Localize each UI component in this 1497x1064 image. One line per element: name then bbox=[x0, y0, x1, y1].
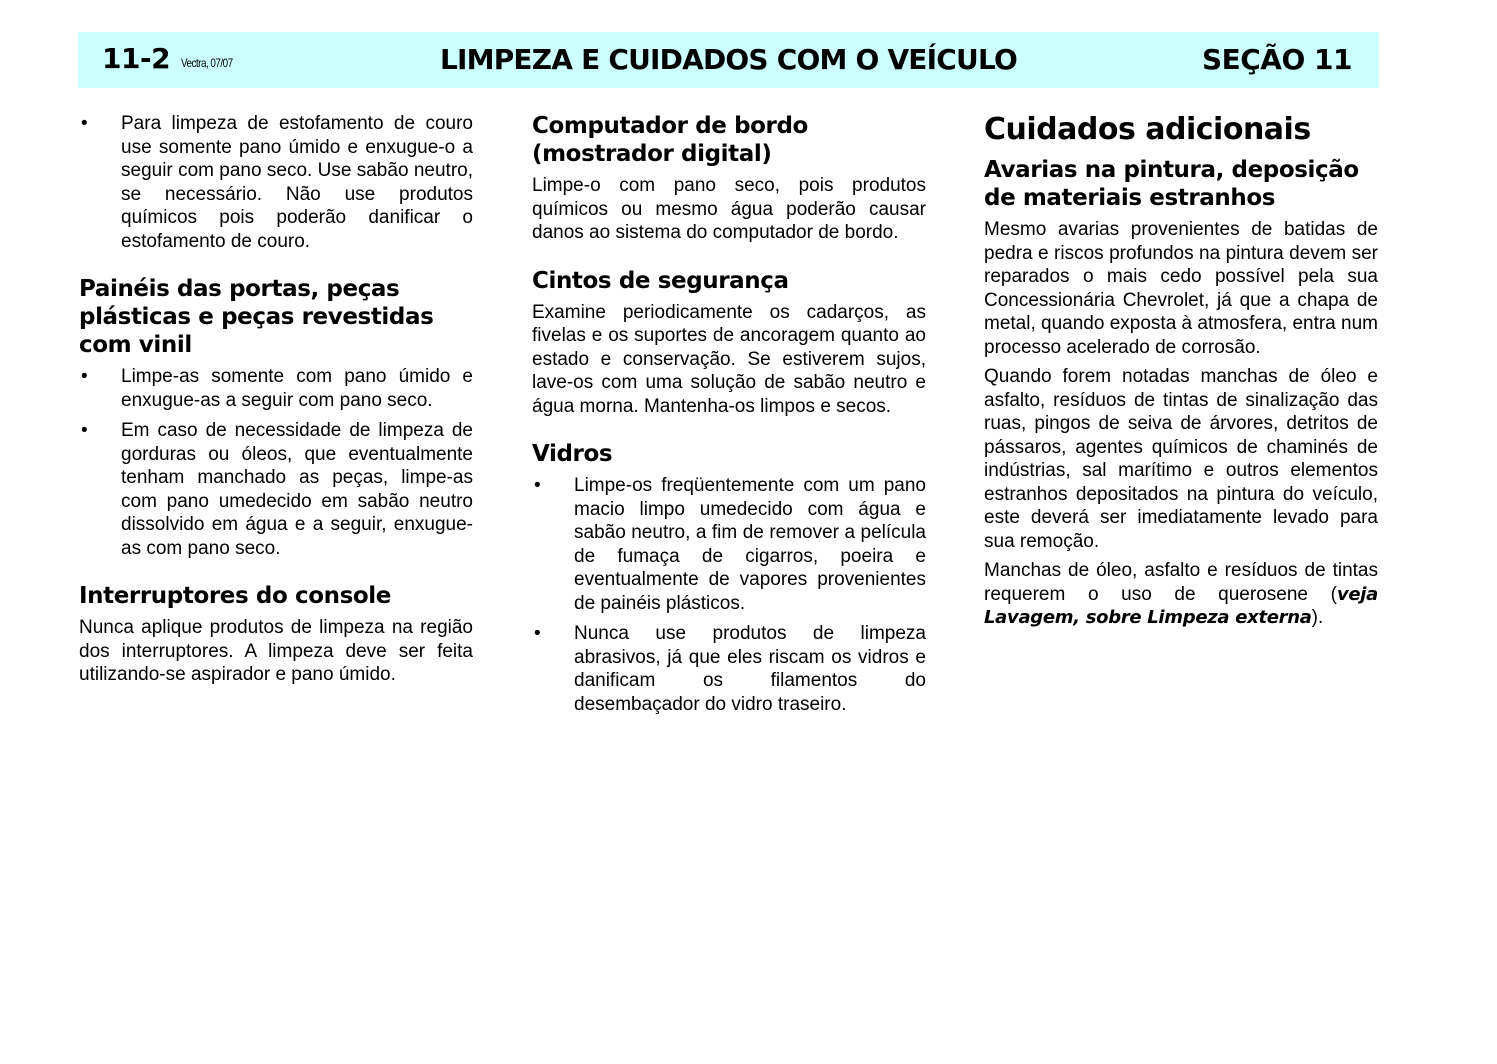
console-heading: Interruptores do console bbox=[79, 583, 391, 609]
console-text: Nunca aplique produtos de limpeza na região dos interruptores. A limpeza deve ser feita utilizando-se aspirador e pano úmido. bbox=[79, 617, 473, 685]
glass-heading: Vidros bbox=[532, 441, 613, 467]
column-left bbox=[79, 112, 473, 693]
paint-para-3: Manchas de óleo, asfalto e resíduos de tintas requerem o uso de querosene (veja Lavagem, sobre Limpeza externa). bbox=[984, 560, 1378, 628]
list-item: • Nunca use produtos de limpeza abrasivos, já que eles riscam os vidros e danificam os filamentos do desembaçador do vidro traseiro. bbox=[534, 623, 926, 715]
belts-heading: Cintos de segurança bbox=[532, 267, 789, 294]
page-number: 11-2 bbox=[102, 42, 171, 75]
additional-care-title: Cuidados adicionais bbox=[984, 112, 1311, 147]
door-panels-list bbox=[79, 365, 473, 560]
bullet-icon: • bbox=[534, 475, 541, 496]
glass-list bbox=[532, 474, 926, 716]
chapter-title: LIMPEZA E CUIDADOS COM O VEÍCULO bbox=[439, 43, 1017, 76]
list-item: • Para limpeza de estofamento de couro use somente pano úmido e enxugue-o a seguir com pano seco. Use sabão neutro, se necessário. Não use produtos químicos pois poderão danificar o estofamento de couro. bbox=[81, 113, 473, 252]
paint-para-2: Quando forem notadas manchas de óleo e asfalto, resíduos de tintas de sinalização das ruas, pingos de seiva de árvores, detritos de pássaros, agentes químicos de chaminés de indústrias, sal marítimo e outros elementos estranhos depositados na pintura do veículo, este deverá ser imediatamente levado para sua remoção. bbox=[984, 366, 1378, 552]
bullet-icon: • bbox=[81, 113, 88, 134]
computer-text: Limpe-o com pano seco, pois produtos químicos ou mesmo água poderão causar danos ao sistema do computador de bordo. bbox=[532, 175, 926, 243]
computer-heading: Computador de bordo (mostrador digital) bbox=[532, 113, 808, 167]
door-panels-heading: Painéis das portas, peças plásticas e peças revestidas com vinil bbox=[79, 276, 434, 358]
bullet-icon: • bbox=[81, 420, 88, 441]
section-label: SEÇÃO 11 bbox=[1201, 43, 1352, 76]
cross-reference-link[interactable]: veja Lavagem, sobre Limpeza externa bbox=[984, 583, 1378, 628]
list-item: • Em caso de necessidade de limpeza de gorduras ou óleos, que eventualmente tenham manchado as peças, limpe-as com pano umedecido em sabão neutro dissolvido em água e a seguir, enxugue-as com pano seco. bbox=[81, 420, 473, 559]
list-item: • Limpe-os freqüentemente com um pano macio limpo umedecido com água e sabão neutro, a fim de remover a película de fumaça de cigarros, poeira e eventualmente de vapores provenientes de painéis plásticos. bbox=[534, 475, 926, 614]
edition-label: Vectra, 07/07 bbox=[181, 56, 233, 70]
paint-heading: Avarias na pintura, deposição de materiais estranhos bbox=[984, 157, 1359, 211]
belts-text: Examine periodicamente os cadarços, as fivelas e os suportes de ancoragem quanto ao estado e conservação. Se estiverem sujos, lave-os com uma solução de sabão neutro e água morna. Mantenha-os limpos e secos. bbox=[532, 301, 926, 417]
column-right bbox=[984, 112, 1378, 636]
page-header bbox=[78, 32, 1379, 88]
leather-care-list bbox=[79, 112, 473, 253]
column-middle bbox=[532, 112, 926, 723]
bullet-icon: • bbox=[81, 366, 88, 387]
list-item: • Limpe-as somente com pano úmido e enxugue-as a seguir com pano seco. bbox=[81, 366, 473, 411]
paint-para-1: Mesmo avarias provenientes de batidas de pedra e riscos profundos na pintura devem ser reparados o mais cedo possível pela sua Concessionária Chevrolet, já que a chapa de metal, quando exposta à atmosfera, entra num processo acelerado de corrosão. bbox=[984, 219, 1378, 358]
bullet-icon: • bbox=[534, 623, 541, 644]
